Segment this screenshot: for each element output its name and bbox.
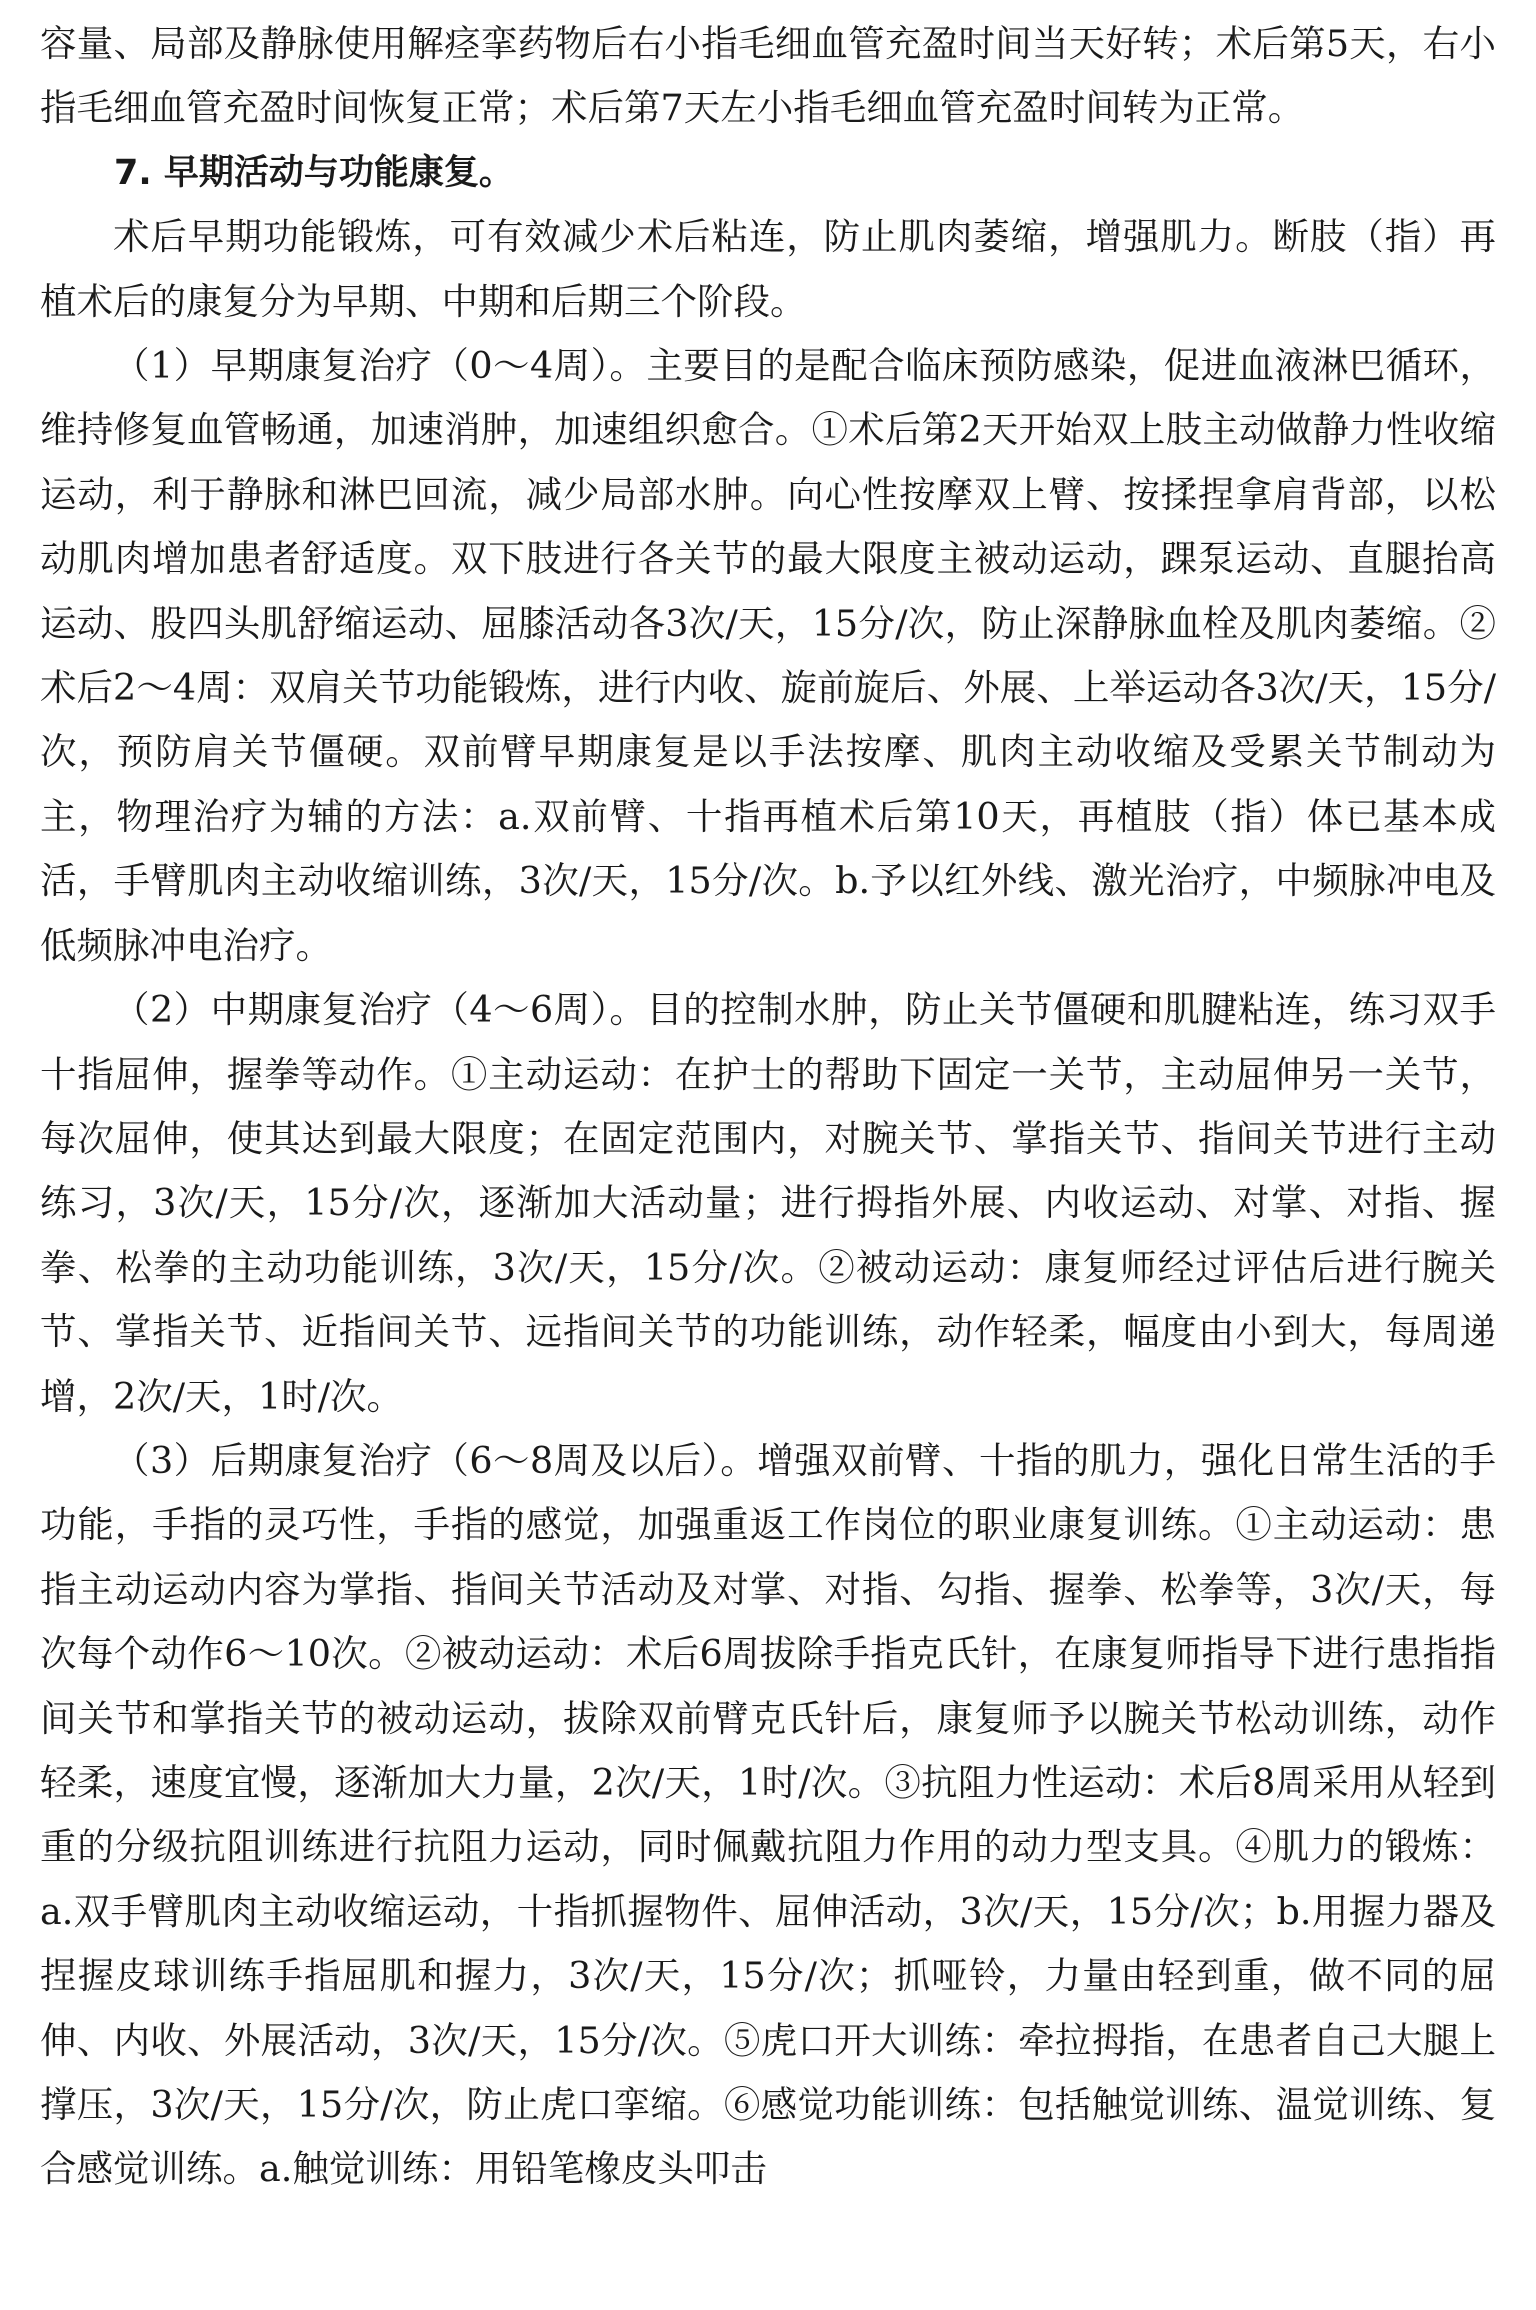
paragraph-early-rehab: （1）早期康复治疗（0～4周）。主要目的是配合临床预防感染，促进血液淋巴循环，维持修复血管畅通，加速消肿，加速组织愈合。①术后第2天开始双上肢主动做静力性收缩运动，利于静脉和淋巴回流，减少局部水肿。向心性按摩双上臂、按揉捏拿肩背部，以松动肌肉增加患者舒适度。双下肢进行各关节的最大限度主被动运动，踝泵运动、直腿抬高运动、股四头肌舒缩运动、屈膝活动各3次/天，15分/次，防止深静脉血栓及肌肉萎缩。②术后2～4周：双肩关节功能锻炼，进行内收、旋前旋后、外展、上举运动各3次/天，15分/次，预防肩关节僵硬。双前臂早期康复是以手法按摩、肌肉主动收缩及受累关节制动为主，物理治疗为辅的方法：a.双前臂、十指再植术后第10天，再植肢（指）体已基本成活，手臂肌肉主动收缩训练，3次/天，15分/次。b.予以红外线、激光治疗，中频脉冲电及低频脉冲电治疗。 <box>40 344 1496 967</box>
paragraph-late-rehab: （3）后期康复治疗（6～8周及以后）。增强双前臂、十指的肌力，强化日常生活的手功能，手指的灵巧性，手指的感觉，加强重返工作岗位的职业康复训练。①主动运动：患指主动运动内容为掌指、指间关节活动及对掌、对指、勾指、握拳、松拳等，3次/天，每次每个动作6～10次。②被动运动：术后6周拔除手指克氏针，在康复师指导下进行患指指间关节和掌指关节的被动运动，拔除双前臂克氏针后，康复师予以腕关节松动训练，动作轻柔，速度宜慢，逐渐加大力量，2次/天，1时/次。③抗阻力性运动：术后8周采用从轻到重的分级抗阻训练进行抗阻力运动，同时佩戴抗阻力作用的动力型支具。④肌力的锻炼：a.双手臂肌肉主动收缩运动，十指抓握物件、屈伸活动，3次/天，15分/次；b.用握力器及捏握皮球训练手指屈肌和握力，3次/天，15分/次；抓哑铃，力量由轻到重，做不同的屈伸、内收、外展活动，3次/天，15分/次。⑤虎口开大训练：牵拉拇指，在患者自己大腿上撑压，3次/天，15分/次，防止虎口挛缩。⑥感觉功能训练：包括触觉训练、温觉训练、复合感觉训练。a.触觉训练：用铅笔橡皮头叩击 <box>40 1438 1496 2191</box>
section-heading: 7. 早期活动与功能康复。 <box>114 152 514 193</box>
paragraph-intro: 术后早期功能锻炼，可有效减少术后粘连，防止肌肉萎缩，增强肌力。断肢（指）再植术后的康复分为早期、中期和后期三个阶段。 <box>40 215 1496 323</box>
paragraph-mid-rehab: （2）中期康复治疗（4～6周）。目的控制水肿，防止关节僵硬和肌腱粘连，练习双手十指屈伸，握拳等动作。①主动运动：在护士的帮助下固定一关节，主动屈伸另一关节，每次屈伸，使其达到最大限度；在固定范围内，对腕关节、掌指关节、指间关节进行主动练习，3次/天，15分/次，逐渐加大活动量；进行拇指外展、内收运动、对掌、对指、握拳、松拳的主动功能训练，3次/天，15分/次。②被动运动：康复师经过评估后进行腕关节、掌指关节、近指间关节、远指间关节的功能训练，动作轻柔，幅度由小到大，每周递增，2次/天，1时/次。 <box>40 988 1496 1418</box>
paragraph-continued: 容量、局部及静脉使用解痉挛药物后右小指毛细血管充盈时间当天好转；术后第5天，右小指毛细血管充盈时间恢复正常；术后第7天左小指毛细血管充盈时间转为正常。 <box>40 22 1496 130</box>
